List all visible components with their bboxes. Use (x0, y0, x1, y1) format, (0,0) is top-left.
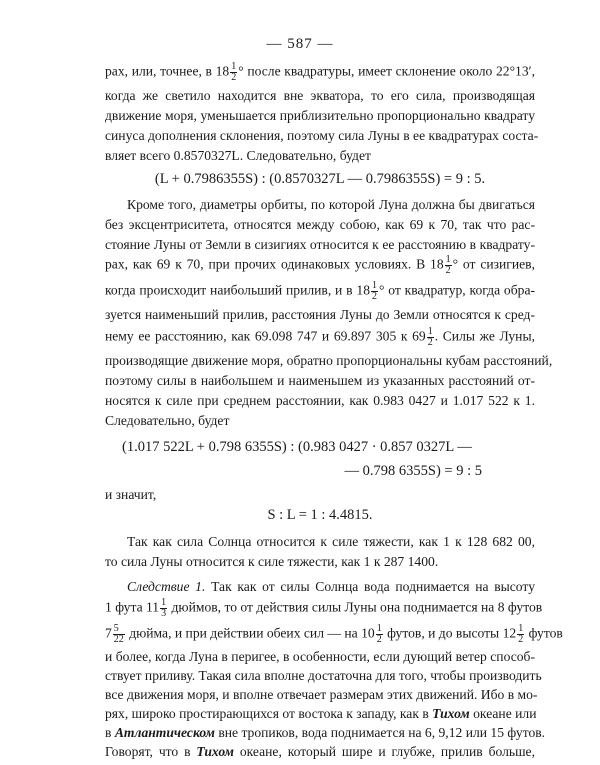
text-line: вляет всего 0.8570327L. Следовательно, будет (105, 148, 371, 163)
text-line: Так как сила Солнца относится к силе тяжести, как 1 к 128 682 00, (127, 534, 535, 549)
formula-line: — 0.798 6355S) = 9 : 5 (344, 463, 482, 479)
text-line: когда происходит наибольший прилив, и в 18 $\frac{1}{2}$ ° от квадратур, когда обра- (105, 280, 536, 302)
text-line: рах, или, точнее, в 18 $\frac{1}{2}$ ° после квадратуры, имеет склонение около 22°13′, (105, 61, 535, 83)
text-line: когда же светило находится вне экватора, то его сила, производящая (105, 88, 535, 103)
fraction: $\frac{1}{2}$ (372, 280, 378, 302)
text-line: Следовательно, будет (105, 413, 230, 428)
text-line: производящие движение моря, обратно пропорциональны кубам расстояний, (105, 353, 553, 368)
text-line: то сила Луны относится к силе тяжести, как 1 к 287 1400. (105, 554, 439, 569)
fraction: $\frac{5}{22}$ (113, 623, 124, 645)
text-line: Следствие 1. Так как от силы Солнца вода поднимается на высоту (127, 579, 535, 594)
text-line: носятся к силе при среднем расстоянии, как 0.983 0427 и 1.017 522 к 1. (105, 393, 535, 408)
fraction: $\frac{1}{2}$ (518, 623, 524, 645)
text-line: без эксцентриситета, относятся между собою, как 69 к 70, так что рас- (105, 217, 535, 232)
fraction: $\frac{1}{3}$ (161, 597, 167, 619)
fraction: $\frac{1}{2}$ (231, 61, 237, 83)
text-line: Говорят, что в Тихом океане, который шире и глубже, прилив больше, (105, 744, 535, 759)
text-line: синуса дополнения склонения, поэтому сила Луны в ее квадратурах соста- (105, 128, 539, 143)
text-line: и значит, (105, 487, 157, 502)
text-line: все движения моря, и вполне отвечает размерам этих движений. Ибо в мо- (105, 687, 538, 702)
text-line: рах, как 69 к 70, при прочих одинаковых условиях. В 18 $\frac{1}{2}$ ° от сизигиев, (105, 254, 535, 276)
text-line: зуется наименьший прилив, расстояния Луны до Земли относятся к сред- (105, 307, 535, 322)
text-line: в Атлантическом вне тропиков, вода поднимается на 6, 9,12 или 15 футов. (105, 725, 546, 740)
formula-line: S : L = 1 : 4.4815. (267, 507, 373, 523)
text-line: и более, когда Луна в перигее, в особенности, если дующий ветер способ- (105, 649, 535, 664)
text-line: ствует приливу. Такая сила вполне достаточна для того, чтобы производить (105, 668, 542, 683)
fraction: $\frac{1}{2}$ (445, 254, 451, 276)
formula-line: (1.017 522L + 0.798 6355S) : (0.983 0427 · 0.857 0327L — (122, 439, 472, 455)
page-number: — 587 — (266, 36, 334, 52)
text-line: 7 $\frac{5}{22}$ дюйма, и при действии обеих сил — на 10 $\frac{1}{2}$ футов, и до высоты 12 $\frac{1}{2}$ футов (105, 623, 563, 645)
text-line: стояние Луны от Земли в сизигиях относится к ее расстоянию в квадрату- (105, 237, 535, 252)
text-line: Кроме того, диаметры орбиты, по которой Луна должна бы двигаться (127, 197, 535, 212)
text-line: движение моря, уменьшается приблизительно пропорционально квадрату (105, 108, 535, 123)
text-line: поэтому силы в наибольшем и наименьшем из указанных расстояний от- (105, 373, 535, 388)
fraction: $\frac{1}{2}$ (427, 326, 433, 348)
text-line: 1 фута 11 $\frac{1}{3}$ дюймов, то от действия силы Луны она поднимается на 8 футов (105, 597, 543, 619)
text-line: нему ее расстоянию, как 69.098 747 и 69.897 305 к 69 $\frac{1}{2}$ . Силы же Луны, (105, 326, 535, 348)
text-line: рях, широко простирающихся от востока к западу, как в Тихом океане или (105, 706, 537, 721)
corollary-label: Следствие 1. (127, 579, 206, 594)
formula-line: (L + 0.7986355S) : (0.8570327L — 0.7986355S) = 9 : 5. (154, 171, 486, 187)
fraction: $\frac{1}{2}$ (376, 623, 382, 645)
